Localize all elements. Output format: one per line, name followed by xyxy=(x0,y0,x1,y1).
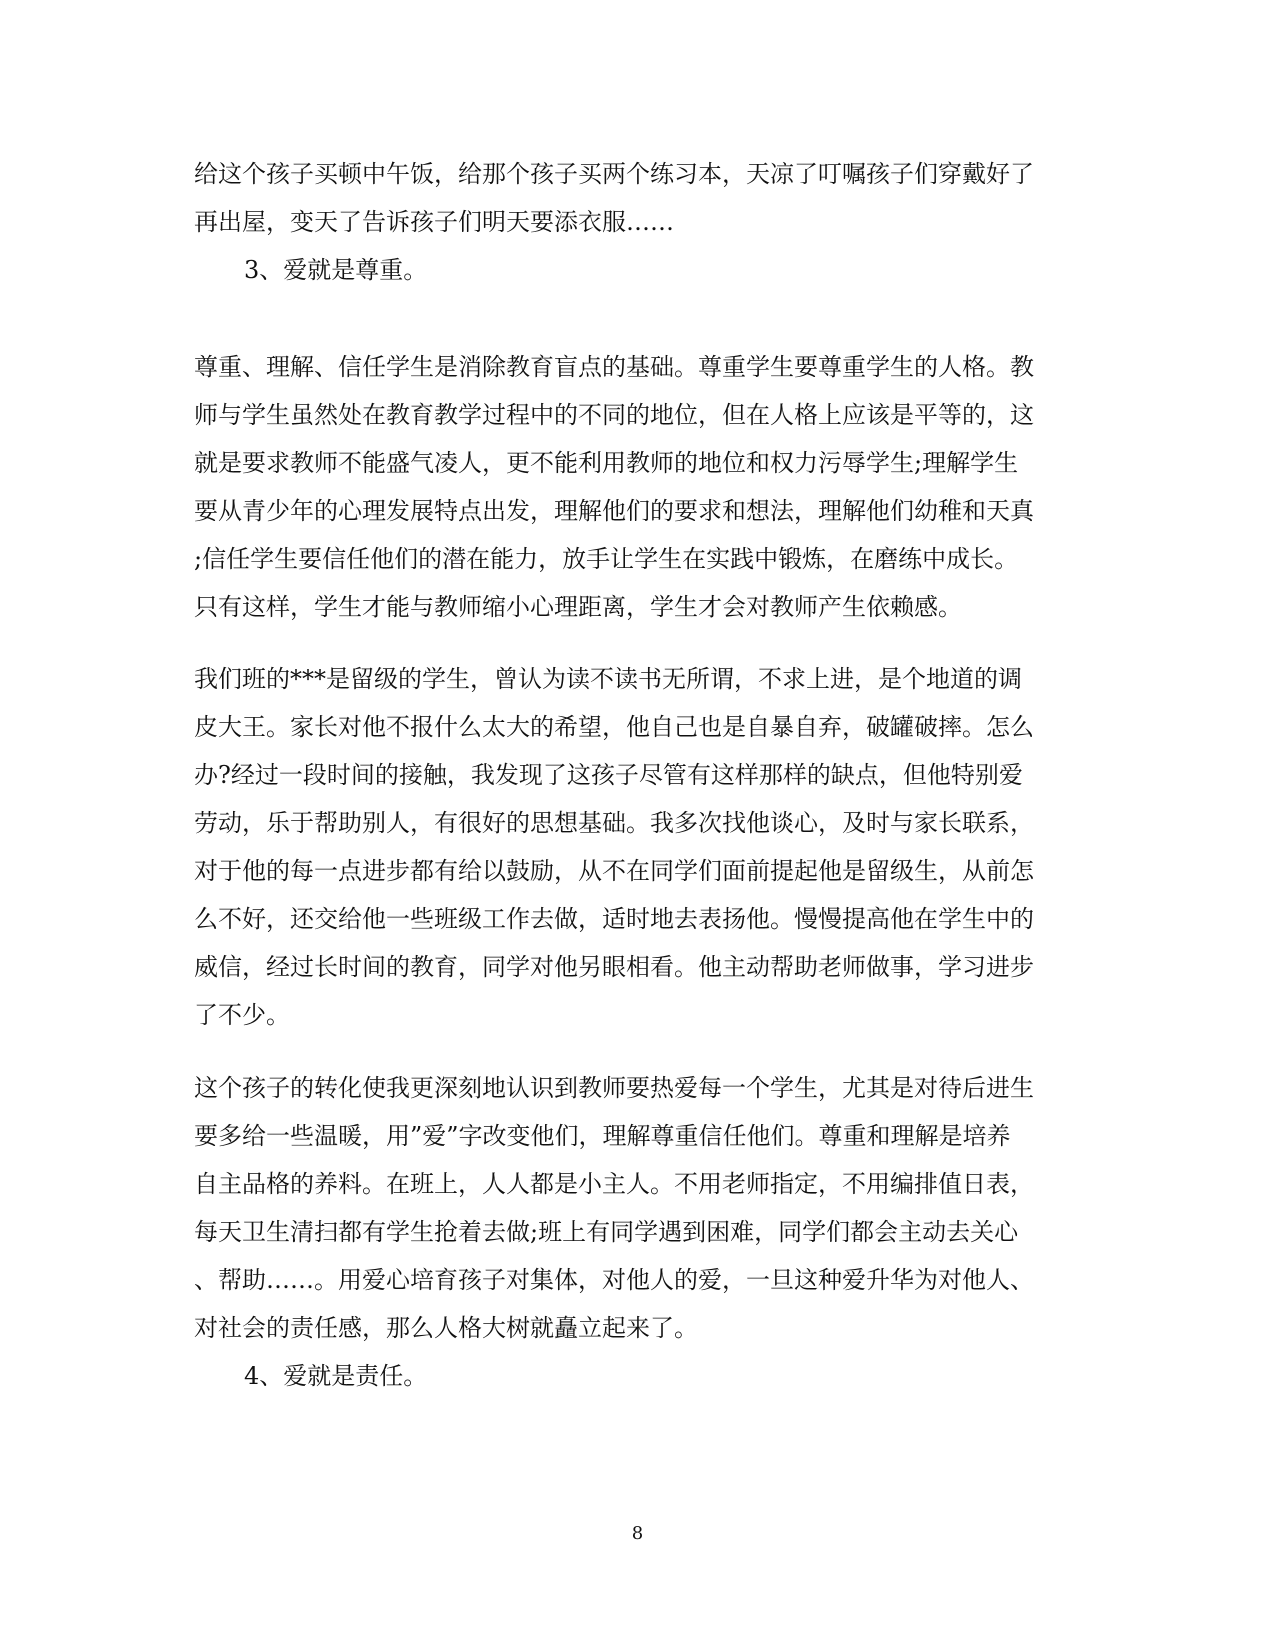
text-line: 、帮助……。用爱心培育孩子对集体，对他人的爱，一旦这种爱升华为对他人、 xyxy=(194,1266,1034,1294)
paragraph-student-story xyxy=(194,655,1082,1039)
paragraph-transformation xyxy=(194,1064,1082,1352)
paragraph-respect xyxy=(194,343,1082,631)
text-line: 再出屋，变天了告诉孩子们明天要添衣服…… xyxy=(194,208,674,236)
text-line: 对社会的责任感，那么人格大树就矗立起来了。 xyxy=(194,1314,698,1342)
text-line: 我们班的***是留级的学生，曾认为读不读书无所谓，不求上进，是个地道的调 xyxy=(194,665,1022,693)
text-line: 劳动，乐于帮助别人，有很好的思想基础。我多次找他谈心，及时与家长联系， xyxy=(194,809,1034,837)
text-line: 每天卫生清扫都有学生抢着去做;班上有同学遇到困难，同学们都会主动去关心 xyxy=(194,1218,1019,1246)
paragraph-care xyxy=(194,150,1082,246)
section-heading-respect: 3、爱就是尊重。 xyxy=(244,256,428,284)
text-line: 么不好，还交给他一些班级工作去做，适时地去表扬他。慢慢提高他在学生中的 xyxy=(194,905,1034,933)
text-line: 威信，经过长时间的教育，同学对他另眼相看。他主动帮助老师做事，学习进步 xyxy=(194,953,1034,981)
text-line: ;信任学生要信任他们的潜在能力，放手让学生在实践中锻炼，在磨练中成长。 xyxy=(194,545,1019,573)
text-line: 要从青少年的心理发展特点出发，理解他们的要求和想法，理解他们幼稚和天真 xyxy=(194,497,1034,525)
text-line: 这个孩子的转化使我更深刻地认识到教师要热爱每一个学生，尤其是对待后进生 xyxy=(194,1074,1034,1102)
text-line: 给这个孩子买顿中午饭，给那个孩子买两个练习本，天凉了叮嘱孩子们穿戴好了 xyxy=(194,160,1034,188)
text-line: 自主品格的养料。在班上，人人都是小主人。不用老师指定，不用编排值日表， xyxy=(194,1170,1034,1198)
section-heading-responsibility: 4、爱就是责任。 xyxy=(244,1362,428,1390)
text-line: 就是要求教师不能盛气凌人，更不能利用教师的地位和权力污辱学生;理解学生 xyxy=(194,449,1019,477)
text-line: 了不少。 xyxy=(194,1001,290,1029)
text-line: 师与学生虽然处在教育教学过程中的不同的地位，但在人格上应该是平等的，这 xyxy=(194,401,1034,429)
text-line: 对于他的每一点进步都有给以鼓励，从不在同学们面前提起他是留级生，从前怎 xyxy=(194,857,1034,885)
page-number: 8 xyxy=(631,1523,644,1544)
text-line: 皮大王。家长对他不报什么太大的希望，他自己也是自暴自弃，破罐破摔。怎么 xyxy=(194,713,1034,741)
text-line: 办?经过一段时间的接触，我发现了这孩子尽管有这样那样的缺点，但他特别爱 xyxy=(194,761,1023,789)
text-line: 要多给一些温暖，用”爱”字改变他们，理解尊重信任他们。尊重和理解是培养 xyxy=(194,1122,1011,1150)
text-line: 只有这样，学生才能与教师缩小心理距离，学生才会对教师产生依赖感。 xyxy=(194,593,962,621)
text-line: 尊重、理解、信任学生是消除教育盲点的基础。尊重学生要尊重学生的人格。教 xyxy=(194,353,1034,381)
